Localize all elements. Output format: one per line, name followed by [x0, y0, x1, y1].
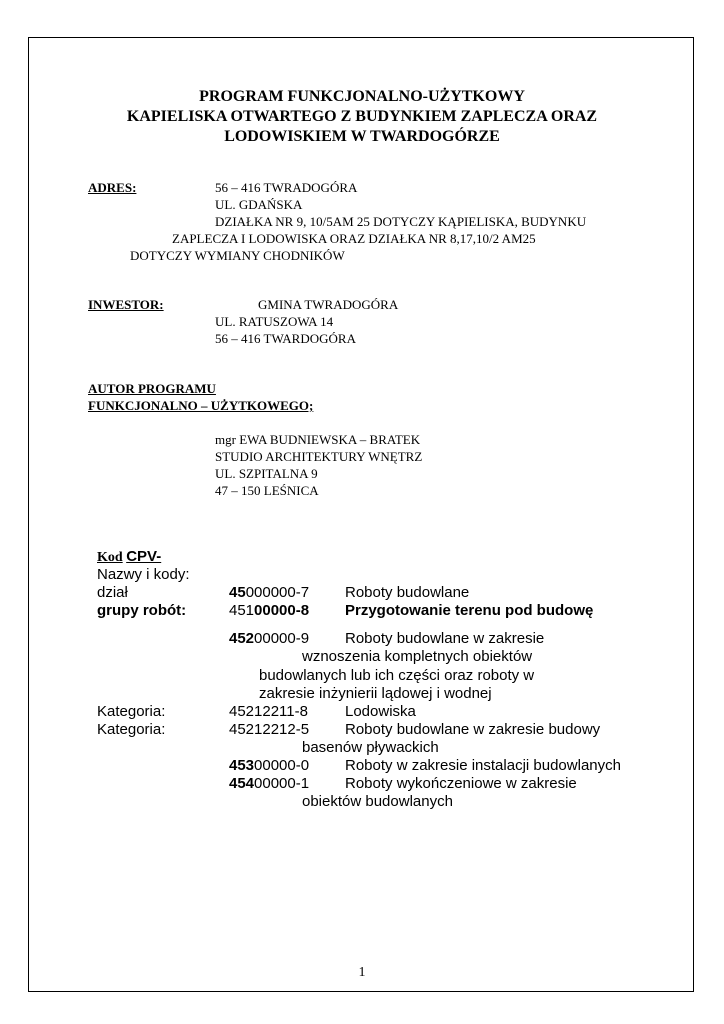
address-line-1: 56 – 416 TWRADOGÓRA — [215, 180, 358, 195]
investor-line-3: 56 – 416 TWARDOGÓRA — [215, 331, 356, 346]
cpv-code-row4: 45212211-8 — [229, 703, 308, 720]
cpv-desc-row3-cont1: wznoszenia kompletnych obiektów — [302, 648, 533, 665]
cpv-desc-row3-cont3: zakresie inżynierii lądowej i wodnej — [259, 685, 492, 702]
author-line-3: UL. SZPITALNA 9 — [215, 466, 318, 481]
cpv-desc-row7: Roboty wykończeniowe w zakresie — [345, 775, 577, 792]
cpv-desc-row3: Roboty budowlane w zakresie — [345, 630, 545, 647]
cpv-desc-row2: Przygotowanie terenu pod budowę — [345, 602, 594, 619]
cpv-code-row1: 45000000-7 — [229, 584, 310, 601]
author-label-1: AUTOR PROGRAMU — [88, 381, 216, 396]
cpv-code-row7: 45400000-1 — [229, 775, 310, 792]
cpv-dzial-label: dział — [97, 584, 128, 601]
cpv-kod-label: CPV- — [126, 548, 162, 565]
cpv-desc-row5-cont1: basenów pływackich — [302, 739, 439, 756]
cpv-grupy-label: grupy robót: — [97, 602, 187, 619]
cpv-desc-row5: Roboty budowlane w zakresie budowy — [345, 721, 601, 738]
cpv-kod-prefix: Kod — [97, 550, 123, 565]
author-line-1: mgr EWA BUDNIEWSKA – BRATEK — [215, 432, 421, 447]
address-line-4: ZAPLECZA I LODOWISKA ORAZ DZIAŁKA NR 8,17,10/2 AM25 — [172, 231, 536, 246]
cpv-code-row3: 45200000-9 — [229, 630, 310, 647]
cpv-desc-row4: Lodowiska — [345, 703, 416, 720]
cpv-nazwy-label: Nazwy i kody: — [97, 566, 190, 583]
investor-label: INWESTOR: — [88, 297, 164, 312]
cpv-code-row5: 45212212-5 — [229, 721, 310, 738]
investor-line-1: GMINA TWRADOGÓRA — [258, 297, 399, 312]
cpv-code-row2: 45100000-8 — [229, 602, 310, 619]
cpv-kategoria-label-1: Kategoria: — [97, 703, 166, 720]
cpv-desc-row3-cont2: budowlanych lub ich części oraz roboty w — [259, 667, 535, 684]
address-line-2: UL. GDAŃSKA — [215, 197, 303, 212]
address-line-3: DZIAŁKA NR 9, 10/5AM 25 DOTYCZY KĄPIELISKA, BUDYNKU — [215, 214, 587, 229]
document-title-line-3: LODOWISKIEM W TWARDOGÓRZE — [224, 128, 500, 145]
address-line-5: DOTYCZY WYMIANY CHODNIKÓW — [130, 248, 345, 263]
cpv-code-row6: 45300000-0 — [229, 757, 310, 774]
cpv-desc-row1: Roboty budowlane — [345, 584, 470, 601]
cpv-desc-row7-cont1: obiektów budowlanych — [302, 793, 453, 810]
page-number: 1 — [358, 965, 366, 980]
author-line-2: STUDIO ARCHITEKTURY WNĘTRZ — [215, 449, 423, 464]
cpv-heading — [97, 548, 161, 567]
author-label-2: FUNKCJONALNO – UŻYTKOWEGO; — [88, 398, 314, 413]
author-line-4: 47 – 150 LEŚNICA — [215, 483, 319, 498]
investor-line-2: UL. RATUSZOWA 14 — [215, 314, 334, 329]
cpv-desc-row6: Roboty w zakresie instalacji budowlanych — [345, 757, 621, 774]
address-label: ADRES: — [88, 180, 137, 195]
document-title-line-1: PROGRAM FUNKCJONALNO-UŻYTKOWY — [199, 88, 525, 105]
cpv-kategoria-label-2: Kategoria: — [97, 721, 166, 738]
document-title-line-2: KAPIELISKA OTWARTEGO Z BUDYNKIEM ZAPLECZA ORAZ — [126, 108, 598, 125]
